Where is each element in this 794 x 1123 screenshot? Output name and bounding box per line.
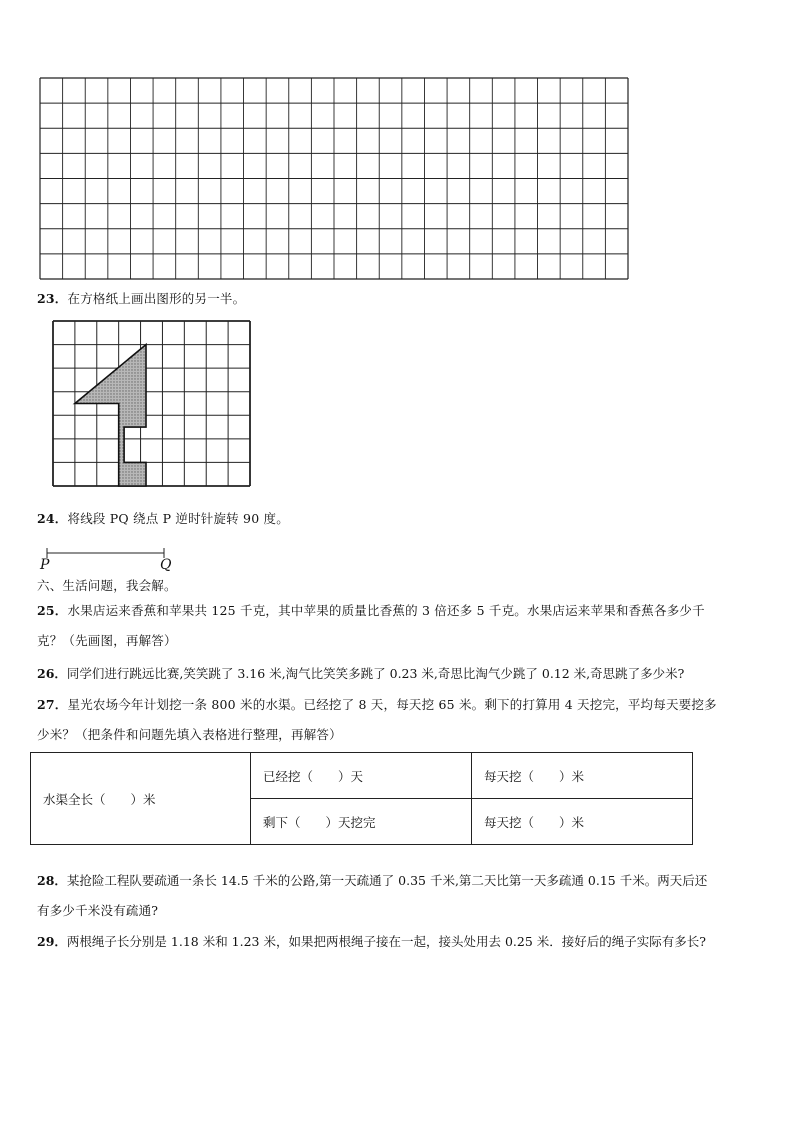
question-number: 26	[37, 666, 55, 681]
question-number: 27	[37, 697, 55, 712]
blank-answer-grid[interactable]	[40, 78, 628, 279]
question-text-line1: 水果店运来香蕉和苹果共 125 千克，其中苹果的质量比香蕉的 3 倍还多 5 千克。水果店运来苹果和香蕉各多少千	[67, 603, 705, 618]
question-text-line1: 某抢险工程队要疏通一条长 14.5 千米的公路,第一天疏通了 0.35 千米,第二天比第一天多疏通 0.15 千米。两天后还	[66, 873, 708, 888]
segment-pq	[40, 545, 180, 575]
label-p: P	[40, 557, 50, 573]
question-number: 24	[37, 511, 55, 526]
question-number: 29	[37, 934, 55, 949]
question-23: 23．在方格纸上画出图形的另一半。	[37, 291, 246, 306]
figure-grid[interactable]	[53, 321, 250, 486]
condition-table	[30, 752, 693, 845]
question-29: 29．两根绳子长分别是 1.18 米和 1.23 米，如果把两根绳子接在一起，接头处用去 0.25 米．接好后的绳子实际有多长?	[37, 934, 706, 949]
question-24: 24．将线段 PQ 绕点 P 逆时针旋转 90 度。	[37, 511, 289, 526]
question-text: 同学们进行跳远比赛,笑笑跳了 3.16 米,淘气比笑笑多跳了 0.23 米,奇思比淘气少跳了 0.12 米,奇思跳了多少米?	[66, 666, 685, 681]
cell-remaining-days[interactable]: 剩下（ ）天挖完	[251, 799, 472, 845]
question-27: 27．星光农场今年计划挖一条 800 米的水渠。已经挖了 8 天，每天挖 65 米。剩下的打算用 4 天挖完，平均每天要挖多	[37, 697, 717, 712]
question-text: 两根绳子长分别是 1.18 米和 1.23 米，如果把两根绳子接在一起，接头处用去 0.25 米．接好后的绳子实际有多长?	[66, 934, 706, 949]
question-number: 28	[37, 873, 55, 888]
cell-total-length[interactable]: 水渠全长（ ）米	[31, 753, 251, 845]
question-25-line2: 克？（先画图，再解答）	[37, 633, 177, 648]
question-28: 28．某抢险工程队要疏通一条长 14.5 千米的公路,第一天疏通了 0.35 千米,第二天比第一天多疏通 0.15 千米。两天后还	[37, 873, 708, 888]
question-26: 26．同学们进行跳远比赛,笑笑跳了 3.16 米,淘气比笑笑多跳了 0.23 米,奇思比淘气少跳了 0.12 米,奇思跳了多少米?	[37, 666, 685, 681]
question-27-line2: 少米？（把条件和问题先填入表格进行整理，再解答）	[37, 727, 342, 742]
question-25: 25．水果店运来香蕉和苹果共 125 千克，其中苹果的质量比香蕉的 3 倍还多 5 千克。水果店运来苹果和香蕉各多少千	[37, 603, 705, 618]
question-28-line2: 有多少千米没有疏通?	[37, 903, 159, 918]
question-text-line1: 星光农场今年计划挖一条 800 米的水渠。已经挖了 8 天，每天挖 65 米。剩下的打算用 4 天挖完，平均每天要挖多	[67, 697, 717, 712]
section-6-title: 六、生活问题，我会解。	[37, 578, 177, 593]
question-number: 23	[37, 291, 55, 306]
question-text: 将线段 PQ 绕点 P 逆时针旋转 90 度。	[67, 511, 289, 526]
question-text: 在方格纸上画出图形的另一半。	[67, 291, 246, 306]
cell-dug-per-day[interactable]: 每天挖（ ）米	[472, 753, 693, 799]
label-q: Q	[160, 557, 172, 573]
cell-dug-days[interactable]: 已经挖（ ）天	[251, 753, 472, 799]
question-number: 25	[37, 603, 55, 618]
cell-remaining-per-day[interactable]: 每天挖（ ）米	[472, 799, 693, 845]
